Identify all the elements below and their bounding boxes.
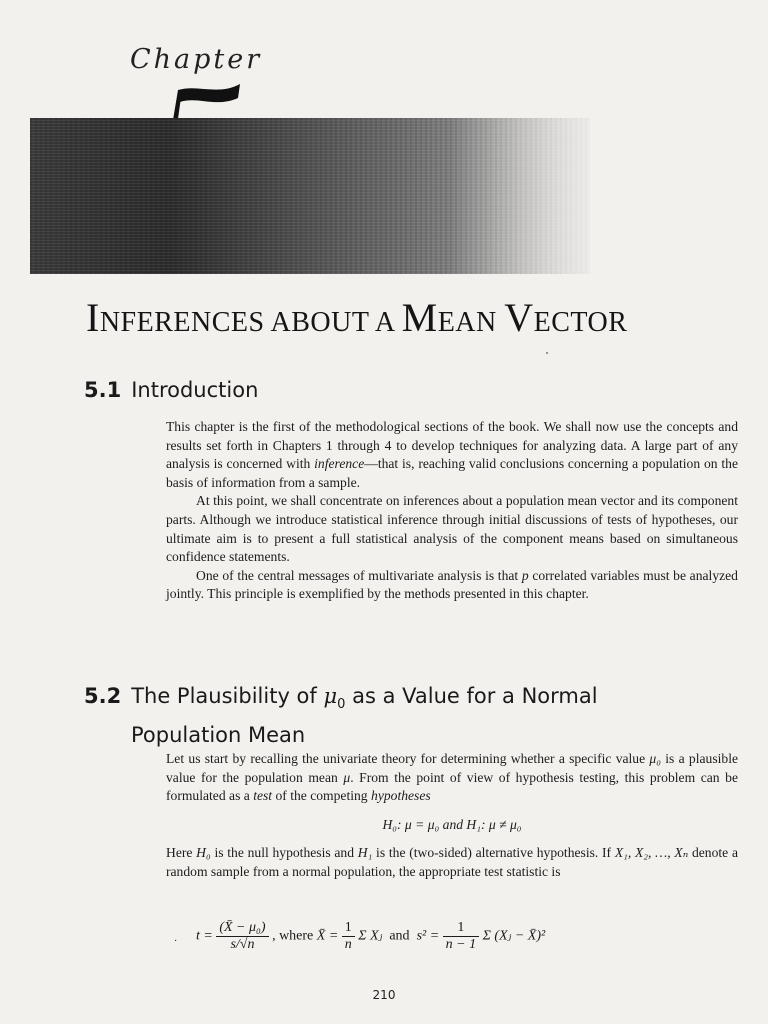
variance-fraction: $\frac{1}{n - 1}$: [443, 920, 479, 953]
t-fraction: $\frac{\text{(X̄ − μ₀)}}{s/√n}$: [216, 920, 268, 953]
plausibility-body: [166, 750, 738, 882]
section-heading-introduction: [84, 378, 258, 402]
section-heading-plausibility: 5.2 The Plausibility of $\mu_0$ as a Value for a Normal Population Mean: [84, 681, 598, 750]
paragraph: Here H₀ is the null hypothesis and H₁ is the (two-sided) alternative hypothesis. If X₁, X₂, …, Xₙ denote a random sample from a normal population, the appropriate test statistic is: [166, 845, 738, 879]
section-title-line2: Population Mean: [131, 723, 306, 748]
scan-dot: ·: [174, 936, 178, 947]
chapter-banner-image: [30, 118, 590, 274]
hypotheses-equation: H₀: μ = μ₀ and H₁: μ ≠ μ₀: [382, 816, 522, 832]
paragraph: At this point, we shall concentrate on inferences about a population mean vector and its component parts. Although we introduce statistical inference through initial discussions of tests of hypotheses, our ultimate aim is to present a full statistical analysis of the component means based on simultaneous confidence statements.: [166, 493, 738, 565]
mean-fraction: $\frac{1}{n}$: [342, 920, 355, 953]
chapter-label: Chapter: [130, 44, 263, 75]
test-statistic-formula: · t = $\frac{\text{(X̄ − μ₀)}}{s/√n}$ , where X̄ = $\frac{1}{n}$ Σ Xⱼ and s² = $\frac{1}{n - 1}$ Σ (Xⱼ − X̄)²: [174, 920, 546, 952]
introduction-body: [166, 418, 738, 604]
paragraph: Let us start by recalling the univariate theory for determining whether a specific value μ₀ is a plausible value for the population mean μ. From the point of view of hypothesis testing, this problem can be formulated as a test of the competing hypotheses: [166, 751, 739, 804]
section-number: 5.2: [84, 684, 122, 708]
chapter-title: INFERENCES ABOUT A MEAN VECTOR: [86, 295, 628, 340]
section-number: 5.1: [84, 378, 122, 402]
page-number: 210: [372, 988, 396, 1002]
scan-speck: [546, 352, 548, 354]
section-title: Introduction: [131, 378, 259, 402]
paragraph: One of the central messages of multivariate analysis is that p correlated variables must be analyzed jointly. This principle is exemplified by the methods presented in this chapter.: [166, 567, 738, 602]
banner-fade: [450, 118, 590, 274]
paragraph: This chapter is the first of the methodological sections of the book. We shall now use the concepts and results set forth in Chapters 1 through 4 to develop techniques for analyzing data. A large part of any analysis is concerned with inference—that is, reaching valid conclusions concerning a population on the basis of information from a sample.: [166, 419, 738, 490]
